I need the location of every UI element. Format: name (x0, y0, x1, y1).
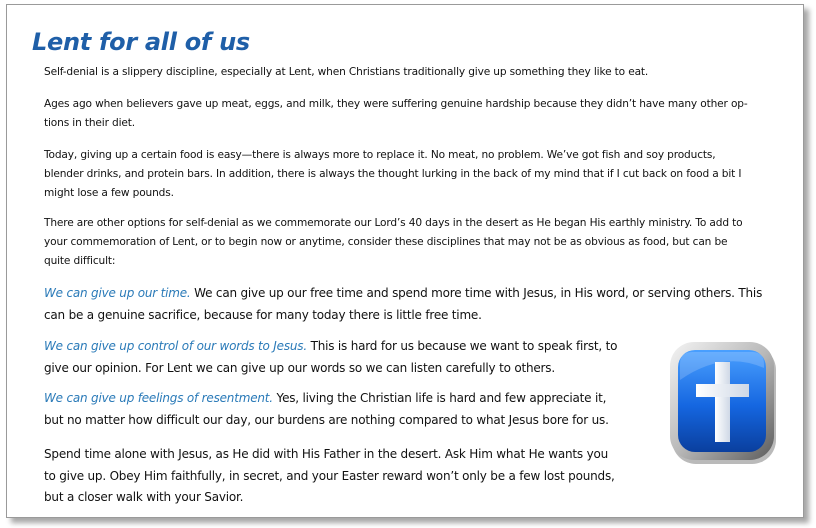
paragraph-options (44, 214, 794, 271)
discipline-text: Yes, living the Christian life is hard and few appreciate it, (272, 391, 607, 405)
paragraph-today (44, 146, 794, 203)
paragraph-line: Today, giving up a certain food is easy—there is always more to replace it. No meat, no problem. We’ve got fish and soy products, (44, 149, 716, 161)
discipline-text: We can give up our free time and spend more time with Jesus, in His word, or serving others. This (190, 286, 763, 300)
paragraph-line: might lose a few pounds. (44, 187, 174, 199)
paragraph-line: to give up. Obey Him faithfully, in secret, and your Easter reward won’t only be a few lost pounds, (44, 468, 615, 483)
discipline-text: can be a genuine sacrifice, because for many today there is little free time. (44, 307, 482, 322)
paragraph-line: your commemoration of Lent, or to begin now or anytime, consider these disciplines that may not be as obvious as food, but can be (44, 236, 728, 248)
discipline-words (44, 336, 659, 379)
paragraph-line: Ages ago when believers gave up meat, eggs, and milk, they were suffering genuine hardship because they didn’t have many other op- (44, 98, 748, 110)
paragraph-line: quite difficult: (44, 255, 116, 267)
paragraph-line: but a closer walk with your Savior. (44, 490, 244, 504)
discipline-text: give our opinion. For Lent we can give up our words so we can listen carefully to others. (44, 360, 555, 375)
paragraph-line: Spend time alone with Jesus, as He did with His Father in the desert. Ask Him what He wants you (44, 447, 609, 461)
paragraph-intro (44, 63, 794, 82)
article-title: Lent for all of us (32, 28, 250, 56)
paragraph-line: blender drinks, and protein bars. In addition, there is always the thought lurking in the back of my mind that if I cut back on food a bit I (44, 168, 742, 180)
discipline-lead: We can give up our time. (44, 286, 191, 300)
discipline-resentment (44, 388, 659, 431)
discipline-text: This is hard for us because we want to speak first, to (306, 339, 618, 353)
discipline-lead: We can give up control of our words to Jesus. (44, 339, 307, 353)
paragraph-closing (44, 444, 659, 509)
discipline-text: but no matter how difficult our day, our burdens are nothing compared to what Jesus bore for us. (44, 412, 609, 427)
discipline-lead: We can give up feelings of resentment. (44, 391, 273, 405)
paragraph-line: tions in their diet. (44, 117, 135, 129)
discipline-time (44, 283, 804, 326)
paragraph-line: There are other options for self-denial as we commemorate our Lord’s 40 days in the desert as He began His earthly ministry. To add to (44, 217, 743, 229)
paragraph-history (44, 95, 794, 133)
cross-icon (668, 340, 780, 468)
paragraph-text: Self-denial is a slippery discipline, especially at Lent, when Christians traditionally give up something they like to eat. (44, 66, 649, 78)
